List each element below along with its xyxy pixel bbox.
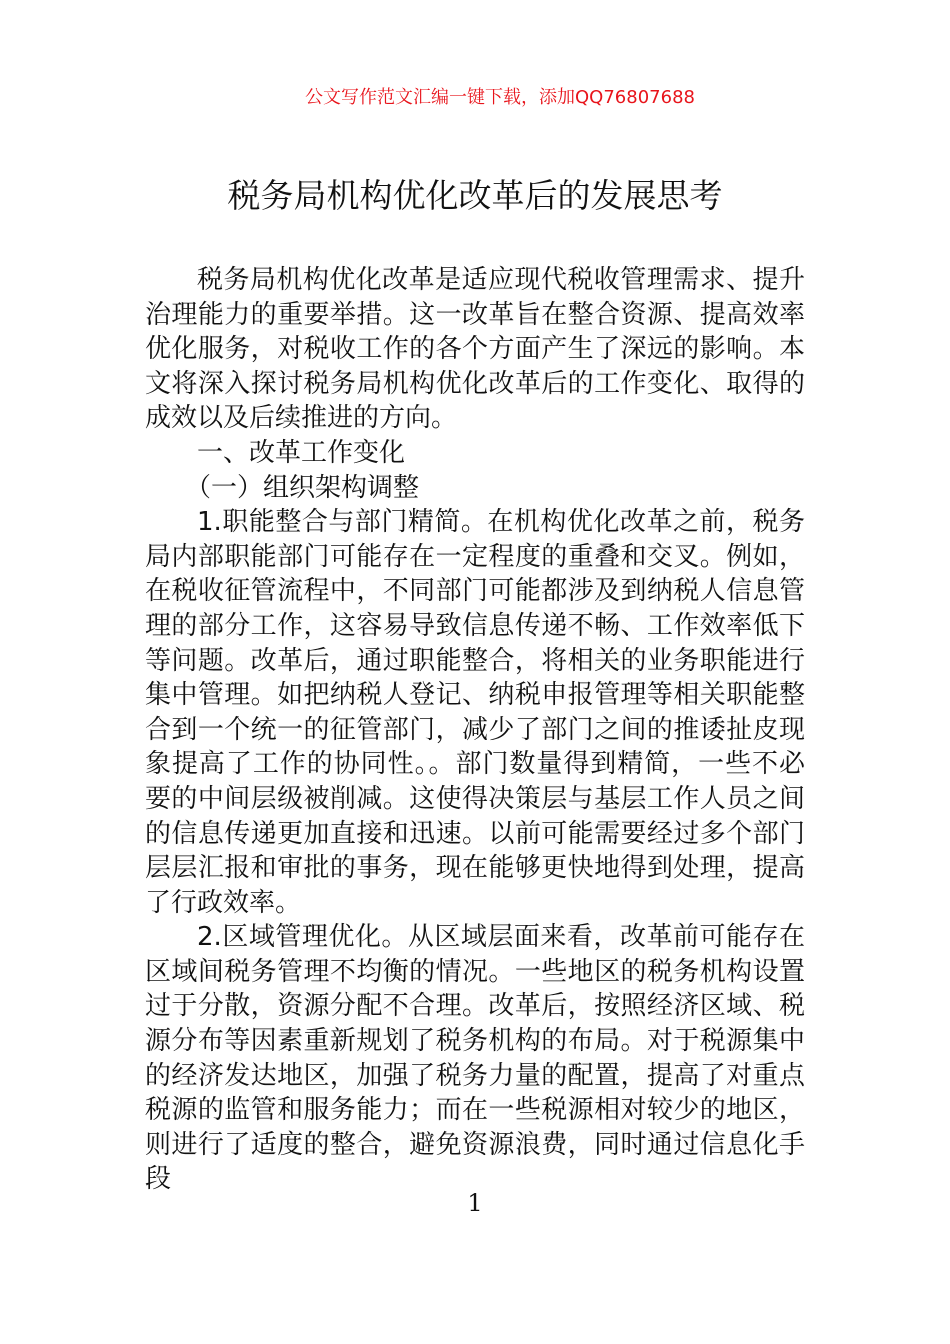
page-number: 1 [467, 1189, 483, 1217]
document-body [145, 263, 805, 1197]
intro-paragraph: 税务局机构优化改革是适应现代税收管理需求、提升治理能力的重要举措。这一改革旨在整合资源、提高效率优化服务，对税收工作的各个方面产生了深远的影响。本文将深入探讨税务局机构优化改革后的工作变化、取得的成效以及后续推进的方向。 [145, 265, 805, 434]
document-title: 税务局机构优化改革后的发展思考 [227, 176, 723, 215]
paragraph-2: 2.区域管理优化。从区域层面来看，改革前可能存在区域间税务管理不均衡的情况。一些地区的税务机构设置过于分散，资源分配不合理。改革后，按照经济区域、税源分布等因素重新规划了税务机构的布局。对于税源集中的经济发达地区，加强了税务力量的配置，提高了对重点税源的监管和服务能力；而在一些税源相对较少的地区，则进行了适度的整合，避免资源浪费，同时通过信息化手段 [145, 922, 805, 1195]
section-1-heading: 一、改革工作变化 [197, 437, 406, 468]
download-notice: 公文写作范文汇编一键下载，添加QQ76807688 [305, 87, 695, 108]
paragraph-1: 1.职能整合与部门精简。在机构优化改革之前，税务局内部职能部门可能存在一定程度的重叠和交叉。例如，在税收征管流程中，不同部门可能都涉及到纳税人信息管理的部分工作，这容易导致信息传递不畅、工作效率低下等问题。改革后，通过职能整合，将相关的业务职能进行集中管理。如把纳税人登记、纳税申报管理等相关职能整合到一个统一的征管部门，减少了部门之间的推诿扯皮现象提高了工作的协同性。。部门数量得到精简，一些不必要的中间层级被削减。这使得决策层与基层工作人员之间的信息传递更加直接和迅速。以前可能需要经过多个部门层层汇报和审批的事务，现在能够更快地得到处理，提高了行政效率。 [145, 507, 805, 918]
subsection-1-heading: （一）组织架构调整 [185, 472, 420, 503]
